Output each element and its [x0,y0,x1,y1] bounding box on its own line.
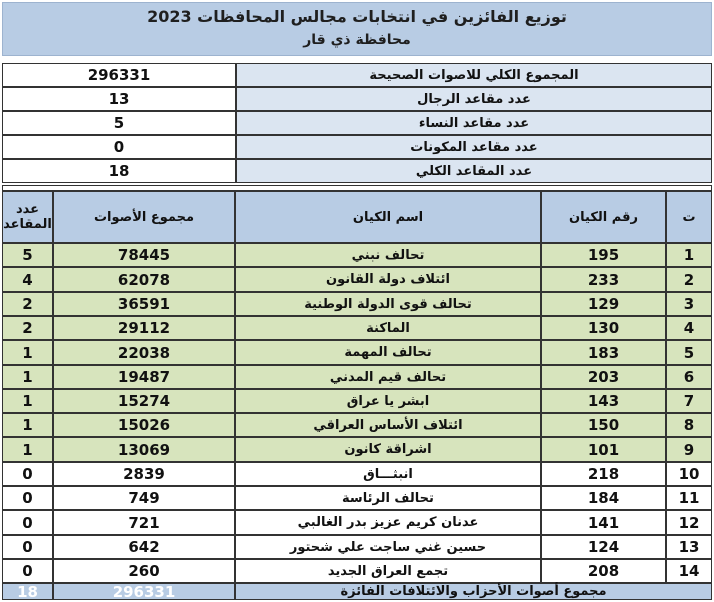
row-entity-no: 124 [541,535,666,559]
row-seq: 1 [666,243,712,267]
row-entity-name: ائتلاف الأساس العراقي [235,413,541,437]
row-votes: 19487 [53,365,235,389]
row-seq: 4 [666,316,712,340]
row-seats: 0 [2,535,53,559]
summary-label: عدد مقاعد النساء [236,111,712,135]
column-header-seats: عدد المقاعد [2,191,53,243]
row-seats: 5 [2,243,53,267]
row-entity-no: 150 [541,413,666,437]
summary-value: 13 [2,87,236,111]
row-seq: 3 [666,292,712,316]
row-votes: 2839 [53,462,235,486]
summary-value: 5 [2,111,236,135]
row-votes: 260 [53,559,235,583]
row-seats: 1 [2,437,53,462]
row-entity-name: ائتلاف دولة القانون [235,267,541,292]
row-entity-name: تحالف قوى الدولة الوطنية [235,292,541,316]
summary-label: عدد مقاعد الرجال [236,87,712,111]
row-entity-no: 208 [541,559,666,583]
row-entity-name: الماكنة [235,316,541,340]
summary-value: 0 [2,135,236,159]
row-entity-name: تحالف الرئاسة [235,486,541,510]
row-entity-no: 233 [541,267,666,292]
row-seq: 5 [666,340,712,365]
row-entity-name: عدنان كريم عزيز بدر الغالبي [235,510,541,535]
row-seq: 9 [666,437,712,462]
row-votes: 29112 [53,316,235,340]
row-entity-name: تحالف قيم المدني [235,365,541,389]
row-entity-name: اشراقة كانون [235,437,541,462]
row-entity-name: ابشر يا عراق [235,389,541,413]
row-votes: 36591 [53,292,235,316]
total-votes: 296331 [53,583,235,600]
report-header [2,2,712,56]
row-entity-no: 129 [541,292,666,316]
row-votes: 15274 [53,389,235,413]
row-votes: 13069 [53,437,235,462]
row-entity-no: 143 [541,389,666,413]
row-entity-no: 130 [541,316,666,340]
row-seats: 0 [2,486,53,510]
row-entity-no: 218 [541,462,666,486]
row-entity-name: تحالف المهمة [235,340,541,365]
row-seats: 1 [2,340,53,365]
row-seats: 1 [2,365,53,389]
row-entity-no: 195 [541,243,666,267]
row-votes: 22038 [53,340,235,365]
row-seats: 1 [2,413,53,437]
row-seq: 13 [666,535,712,559]
row-seq: 14 [666,559,712,583]
column-header-seq: ت [666,191,712,243]
row-entity-no: 141 [541,510,666,535]
row-entity-name: تجمع العراق الجديد [235,559,541,583]
row-votes: 749 [53,486,235,510]
total-seats: 18 [2,583,53,600]
row-seats: 2 [2,316,53,340]
column-header-entity-no: رقم الكيان [541,191,666,243]
row-seats: 2 [2,292,53,316]
row-seq: 2 [666,267,712,292]
row-seats: 0 [2,462,53,486]
column-header-entity-name: اسم الكيان [235,191,541,243]
row-seq: 7 [666,389,712,413]
row-seats: 4 [2,267,53,292]
row-entity-no: 101 [541,437,666,462]
summary-label: المجموع الكلي للاصوات الصحيحة [236,63,712,87]
row-votes: 15026 [53,413,235,437]
row-entity-name: انبثـــاق [235,462,541,486]
report-subtitle: محافظة ذي قار [303,32,411,48]
row-seq: 12 [666,510,712,535]
row-seats: 0 [2,559,53,583]
row-entity-name: حسين غني ساجت علي شحتور [235,535,541,559]
row-seats: 0 [2,510,53,535]
row-seats: 1 [2,389,53,413]
row-seq: 6 [666,365,712,389]
total-label: مجموع أصوات الأحزاب والائتلافات الفائزة [235,583,712,600]
row-entity-name: تحالف نبني [235,243,541,267]
row-seq: 8 [666,413,712,437]
row-votes: 78445 [53,243,235,267]
summary-value: 296331 [2,63,236,87]
row-votes: 62078 [53,267,235,292]
summary-label: عدد مقاعد المكونات [236,135,712,159]
report-title: توزيع الفائزين في انتخابات مجالس المحافظات 2023 [147,7,567,26]
row-entity-no: 184 [541,486,666,510]
summary-label: عدد المقاعد الكلي [236,159,712,183]
row-entity-no: 183 [541,340,666,365]
column-header-votes: مجموع الأصوات [53,191,235,243]
row-entity-no: 203 [541,365,666,389]
row-seq: 10 [666,462,712,486]
row-votes: 642 [53,535,235,559]
row-seq: 11 [666,486,712,510]
summary-value: 18 [2,159,236,183]
row-votes: 721 [53,510,235,535]
